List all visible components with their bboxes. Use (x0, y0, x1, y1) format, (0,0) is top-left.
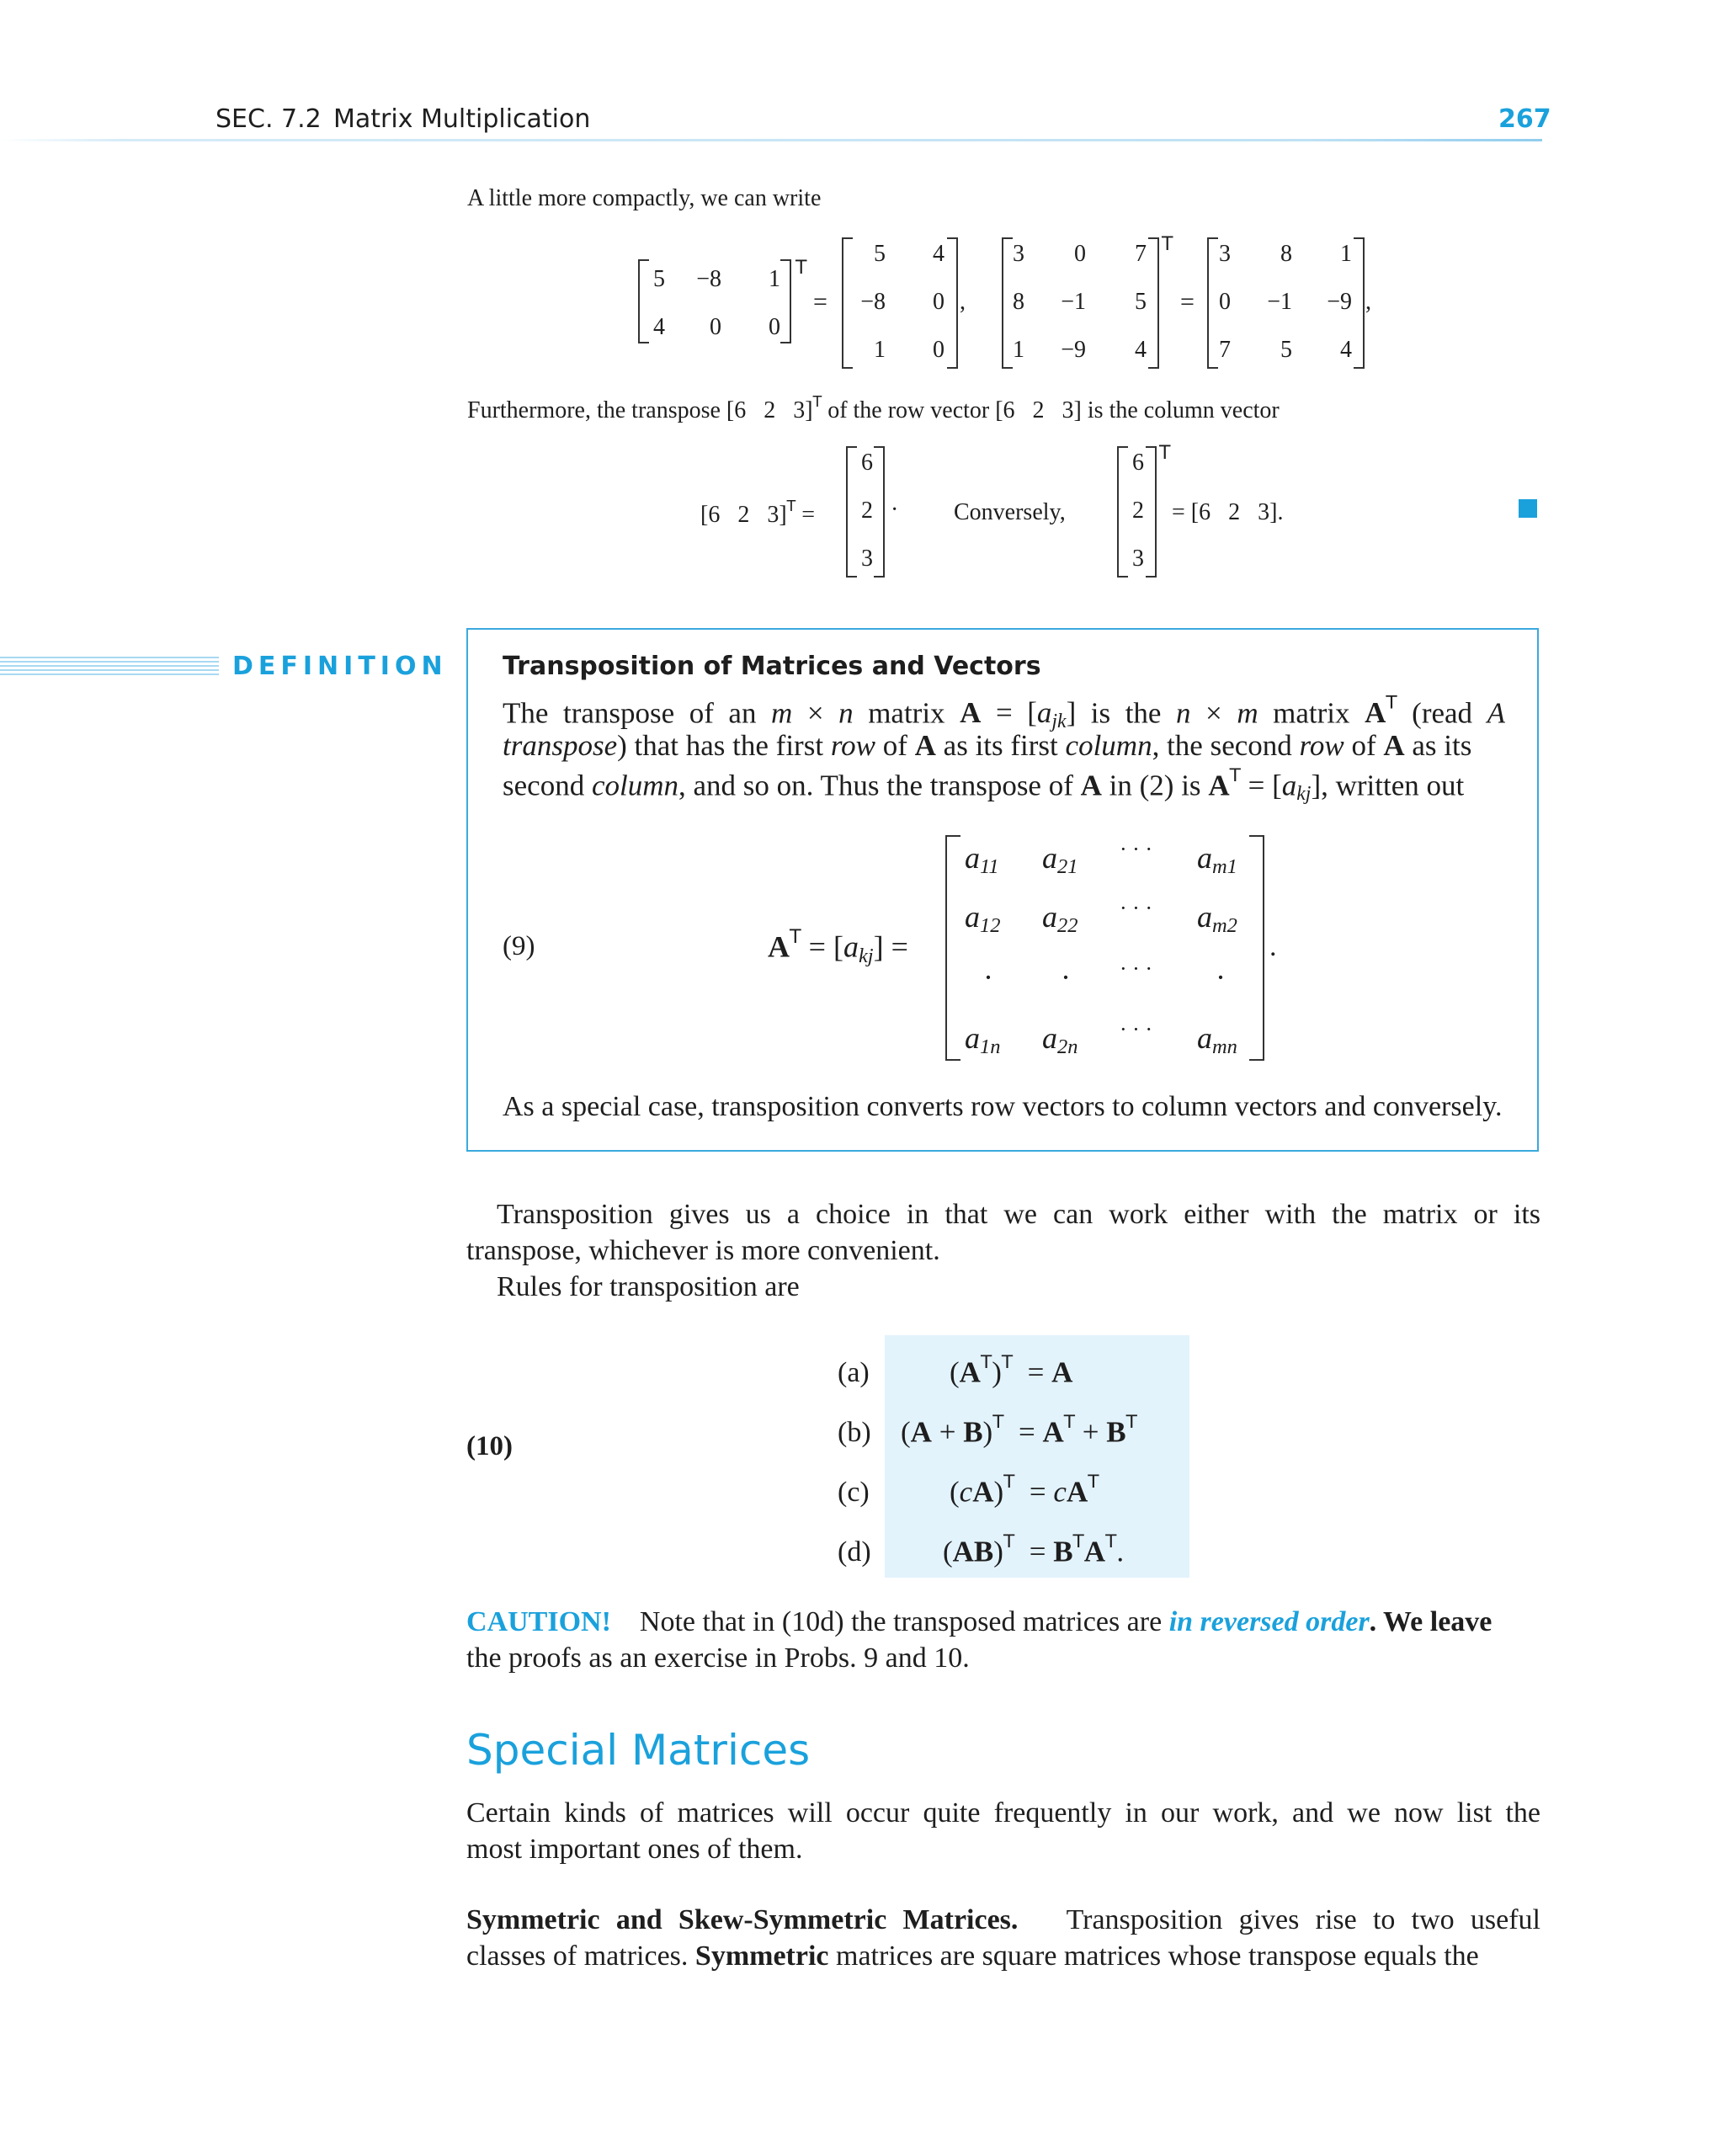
matrix-entry: 0 (1219, 289, 1231, 315)
transpose-sup: T (1159, 443, 1171, 464)
matrix-entry: · · · (1120, 896, 1152, 920)
matrix-entry: 1 (874, 337, 886, 363)
paragraph-line-3: Rules for transposition are (497, 1271, 800, 1302)
right-bracket (874, 446, 885, 578)
definition-line-3: second column, and so on. Thus the transpose of A in (2) is $A^T = [a_{kj}]$, written out (503, 765, 1465, 806)
matrix-entry: 0 (933, 337, 944, 363)
definition-label: DEFINITION (232, 652, 448, 681)
definition-line-2: transpose) that has the first row of A as its first column, the second row of A as its (503, 729, 1472, 762)
matrix-entry: $a_{m1}$ (1197, 841, 1237, 879)
special-p1-line-1: Certain kinds of matrices will occur quite frequently in our work, and we now list the (466, 1797, 1540, 1829)
conversely-text: Conversely, (954, 499, 1066, 525)
special-p2-line-2: classes of matrices. Symmetric matrices are square matrices whose transpose equals the (466, 1940, 1479, 1972)
rule-c: $(cA)^T = cA^T$ (950, 1472, 1099, 1509)
matrix-entry: 0 (1074, 241, 1086, 267)
paragraph-line-2: transpose, whichever is more convenient. (466, 1235, 940, 1266)
matrix-entry: −1 (1061, 289, 1086, 315)
furthermore-mid: of the row vector (827, 397, 990, 424)
end-of-example-square (1519, 499, 1537, 518)
caution-label: CAUTION! (466, 1606, 611, 1637)
row-vector: [6 2 3] (726, 397, 813, 424)
rule-a-label: (a) (838, 1357, 870, 1388)
furthermore-tail: is the column vector (1087, 397, 1280, 424)
section-number: SEC. 7.2 (216, 104, 322, 134)
caution-line-1: CAUTION! Note that in (10d) the transposed matrices are in reversed order. We leave (466, 1606, 1493, 1637)
right-bracket (1249, 835, 1264, 1061)
transpose-sup: T (812, 394, 822, 411)
transpose-sup: T (1162, 234, 1173, 255)
comma: , (960, 289, 966, 315)
matrix-entry: −1 (1267, 289, 1292, 315)
vector-entry: 2 (1132, 498, 1144, 524)
right-bracket (947, 237, 958, 369)
definition-title: Transposition of Matrices and Vectors (503, 652, 1041, 681)
page-number: 267 (1498, 104, 1551, 134)
special-p1-line-2: most important ones of them. (466, 1834, 803, 1865)
matrix-entry: $a_{12}$ (965, 900, 1001, 938)
paragraph-line-1: Transposition gives us a choice in that we can work either with the matrix or its (497, 1199, 1540, 1230)
matrix-entry: 0 (933, 289, 944, 315)
matrix-entry: −9 (1327, 289, 1352, 315)
matrix-entry: $a_{22}$ (1042, 900, 1078, 938)
matrix-entry: $a_{mn}$ (1197, 1021, 1237, 1059)
vector-entry: 2 (861, 498, 873, 524)
matrix-entry: 4 (1135, 337, 1147, 363)
matrix-entry: 8 (1013, 289, 1024, 315)
equals: = (1180, 288, 1195, 316)
right-bracket (1148, 237, 1159, 369)
comma: , (1365, 289, 1371, 315)
matrix-entry: 1 (769, 266, 780, 292)
matrix-entry: $a_{11}$ (965, 841, 999, 879)
transpose-sup: T (795, 258, 807, 279)
definition-side-rules (0, 657, 219, 675)
caution-emphasis: in reversed order (1168, 1606, 1370, 1637)
rule-b: $(A + B)^T = A^T + B^T$ (901, 1412, 1137, 1449)
right-bracket (780, 259, 791, 343)
matrix-entry: −8 (696, 266, 721, 292)
matrix-entry: 3 (1219, 241, 1231, 267)
section-heading: Special Matrices (466, 1726, 811, 1775)
matrix-entry: · · · (1120, 837, 1152, 861)
matrix-entry: $a_{21}$ (1042, 841, 1078, 879)
rule-d: $(AB)^T = B^TA^T$. (943, 1531, 1125, 1568)
matrix-entry: 8 (1280, 241, 1292, 267)
running-title: Matrix Multiplication (333, 104, 591, 134)
vector-entry: 3 (1132, 546, 1144, 572)
definition-line-1: The transpose of an m × n matrix $A = [a_{jk}]$ is the n × m matrix $A^T$ (read A (503, 693, 1505, 733)
vector-entry: 3 (861, 546, 873, 572)
dot: · (891, 497, 899, 523)
equals: = (813, 288, 827, 316)
matrix-entry: · · · (1120, 956, 1152, 981)
matrix-entry: 5 (1135, 289, 1147, 315)
matrix-entry: $a_{2n}$ (1042, 1021, 1078, 1059)
matrix-entry: · (1216, 961, 1226, 994)
result-row-vector: = [6 2 3]. (1172, 499, 1284, 525)
right-bracket (1354, 237, 1365, 369)
definition-closing: As a special case, transposition converts row vectors to column vectors and conversely. (503, 1091, 1503, 1122)
equation-number-9: (9) (503, 931, 535, 961)
special-p2-line-1: Symmetric and Skew-Symmetric Matrices. Transposition gives rise to two useful (466, 1904, 1541, 1935)
row-vector: [6 2 3] (995, 397, 1082, 424)
matrix-entry: · · · (1120, 1017, 1152, 1041)
matrix-entry: 4 (933, 241, 944, 267)
intro-text: A little more compactly, we can write (467, 185, 822, 211)
rule-b-label: (b) (838, 1417, 871, 1448)
matrix-entry: 5 (874, 241, 886, 267)
furthermore-line (467, 394, 1280, 424)
matrix-entry: 3 (1013, 241, 1024, 267)
matrix-entry: 4 (1340, 337, 1352, 363)
row-vector: [6 2 3]$^T$ = (700, 498, 816, 529)
left-bracket (945, 835, 960, 1061)
rule-c-label: (c) (838, 1477, 870, 1508)
matrix-entry: 1 (1013, 337, 1024, 363)
matrix-entry: · (983, 961, 993, 994)
matrix-entry: · (1061, 961, 1071, 994)
matrix-entry: $a_{1n}$ (965, 1021, 1001, 1059)
matrix-entry: 0 (710, 314, 721, 340)
rule-d-label: (d) (838, 1536, 871, 1568)
matrix-entry: −9 (1061, 337, 1086, 363)
matrix-entry: 5 (1280, 337, 1292, 363)
matrix-entry: 7 (1135, 241, 1147, 267)
rule-a: $(A^T)^T = A$ (950, 1352, 1073, 1389)
matrix-entry: 1 (1340, 241, 1352, 267)
matrix-entry: 7 (1219, 337, 1231, 363)
header-rule (0, 139, 1542, 141)
period: . (1269, 931, 1277, 962)
matrix-entry: $a_{m2}$ (1197, 900, 1237, 938)
vector-entry: 6 (1132, 450, 1144, 476)
matrix-entry: −8 (860, 289, 886, 315)
right-bracket (1146, 446, 1157, 578)
furthermore-pre: Furthermore, the transpose (467, 397, 721, 424)
matrix-entry: 0 (769, 314, 780, 340)
transpose-definition-lhs: $A^T = [a_{kj}]$ = (768, 926, 908, 967)
matrix-entry: 5 (653, 266, 665, 292)
equation-number-10: (10) (466, 1431, 513, 1461)
vector-entry: 6 (861, 450, 873, 476)
matrix-entry: 4 (653, 314, 665, 340)
caution-line-2: the proofs as an exercise in Probs. 9 and 10. (466, 1642, 970, 1674)
